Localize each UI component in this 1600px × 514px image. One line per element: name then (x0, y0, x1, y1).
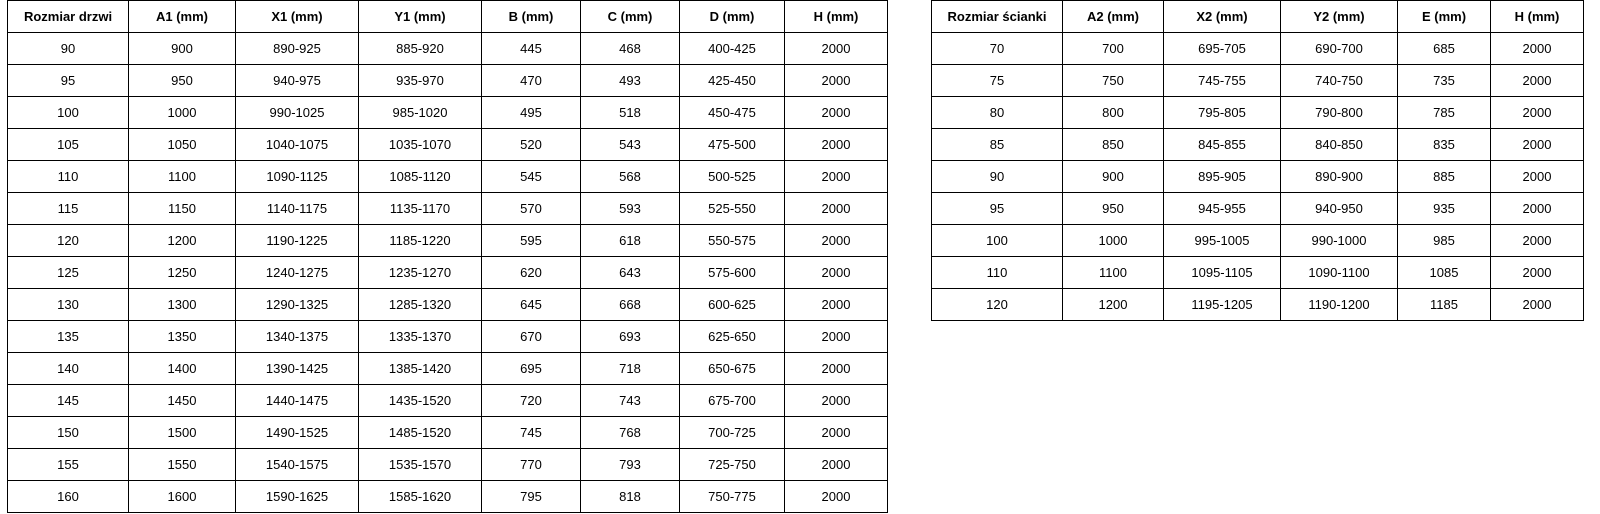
table-cell: 70 (932, 33, 1063, 65)
table-cell: 130 (8, 289, 129, 321)
table-cell: 2000 (785, 385, 888, 417)
table-cell: 1040-1075 (236, 129, 359, 161)
table-row (8, 161, 888, 193)
table-cell: 1340-1375 (236, 321, 359, 353)
table-cell: 1000 (129, 97, 236, 129)
table-cell: 2000 (1491, 33, 1584, 65)
table-cell: 105 (8, 129, 129, 161)
table-cell: 885 (1398, 161, 1491, 193)
table-cell: 785 (1398, 97, 1491, 129)
table-cell: 400-425 (680, 33, 785, 65)
table-cell: 890-900 (1281, 161, 1398, 193)
table-cell: 1140-1175 (236, 193, 359, 225)
table-cell: 793 (581, 449, 680, 481)
table-cell: 575-600 (680, 257, 785, 289)
table-cell: 940-975 (236, 65, 359, 97)
table-cell: 1500 (129, 417, 236, 449)
table-cell: 500-525 (680, 161, 785, 193)
table-row (8, 129, 888, 161)
table-header-row (932, 1, 1584, 33)
table-cell: 2000 (785, 481, 888, 513)
table-cell: 645 (482, 289, 581, 321)
walls-table-header (932, 1, 1584, 33)
table-cell: 618 (581, 225, 680, 257)
table-cell: 495 (482, 97, 581, 129)
table-row (8, 225, 888, 257)
table-cell: 740-750 (1281, 65, 1398, 97)
table-cell: 795-805 (1164, 97, 1281, 129)
column-header: C (mm) (581, 1, 680, 33)
table-cell: 2000 (1491, 257, 1584, 289)
table-cell: 1085 (1398, 257, 1491, 289)
table-cell: 770 (482, 449, 581, 481)
table-cell: 2000 (785, 289, 888, 321)
table-row (8, 481, 888, 513)
table-cell: 2000 (785, 161, 888, 193)
table-cell: 1185-1220 (359, 225, 482, 257)
table-cell: 525-550 (680, 193, 785, 225)
table-cell: 550-575 (680, 225, 785, 257)
table-cell: 2000 (1491, 129, 1584, 161)
table-cell: 935 (1398, 193, 1491, 225)
column-header: D (mm) (680, 1, 785, 33)
table-row (8, 289, 888, 321)
column-header: H (mm) (1491, 1, 1584, 33)
table-cell: 2000 (785, 65, 888, 97)
table-cell: 2000 (1491, 193, 1584, 225)
table-row (932, 97, 1584, 129)
column-header: X1 (mm) (236, 1, 359, 33)
table-cell: 675-700 (680, 385, 785, 417)
table-cell: 1095-1105 (1164, 257, 1281, 289)
table-row (932, 257, 1584, 289)
walls-dimensions-table (931, 0, 1584, 321)
table-cell: 1250 (129, 257, 236, 289)
table-cell: 1285-1320 (359, 289, 482, 321)
table-row (932, 65, 1584, 97)
table-cell: 895-905 (1164, 161, 1281, 193)
table-cell: 1090-1125 (236, 161, 359, 193)
table-cell: 2000 (1491, 97, 1584, 129)
table-cell: 475-500 (680, 129, 785, 161)
table-cell: 743 (581, 385, 680, 417)
table-row (932, 289, 1584, 321)
table-cell: 90 (8, 33, 129, 65)
table-cell: 1335-1370 (359, 321, 482, 353)
table-cell: 2000 (785, 225, 888, 257)
table-cell: 1135-1170 (359, 193, 482, 225)
walls-table-body (932, 33, 1584, 321)
table-row (8, 417, 888, 449)
table-cell: 845-855 (1164, 129, 1281, 161)
table-cell: 2000 (785, 33, 888, 65)
table-cell: 1585-1620 (359, 481, 482, 513)
table-cell: 75 (932, 65, 1063, 97)
table-cell: 750-775 (680, 481, 785, 513)
table-cell: 745-755 (1164, 65, 1281, 97)
table-cell: 1100 (1063, 257, 1164, 289)
table-cell: 493 (581, 65, 680, 97)
table-cell: 1550 (129, 449, 236, 481)
table-cell: 125 (8, 257, 129, 289)
table-cell: 543 (581, 129, 680, 161)
table-cell: 1150 (129, 193, 236, 225)
table-cell: 720 (482, 385, 581, 417)
table-header-row (8, 1, 888, 33)
column-header: A1 (mm) (129, 1, 236, 33)
table-cell: 1440-1475 (236, 385, 359, 417)
table-row (8, 321, 888, 353)
table-row (8, 385, 888, 417)
table-cell: 700-725 (680, 417, 785, 449)
table-cell: 1490-1525 (236, 417, 359, 449)
table-cell: 643 (581, 257, 680, 289)
table-cell: 1090-1100 (1281, 257, 1398, 289)
table-cell: 1195-1205 (1164, 289, 1281, 321)
table-cell: 2000 (1491, 289, 1584, 321)
table-cell: 1540-1575 (236, 449, 359, 481)
table-cell: 1035-1070 (359, 129, 482, 161)
column-header: A2 (mm) (1063, 1, 1164, 33)
table-cell: 625-650 (680, 321, 785, 353)
table-cell: 2000 (785, 193, 888, 225)
table-cell: 595 (482, 225, 581, 257)
table-cell: 950 (1063, 193, 1164, 225)
table-cell: 520 (482, 129, 581, 161)
table-cell: 795 (482, 481, 581, 513)
table-cell: 985 (1398, 225, 1491, 257)
table-cell: 2000 (785, 97, 888, 129)
table-cell: 1200 (1063, 289, 1164, 321)
table-cell: 1190-1225 (236, 225, 359, 257)
table-cell: 90 (932, 161, 1063, 193)
table-cell: 1100 (129, 161, 236, 193)
table-cell: 1235-1270 (359, 257, 482, 289)
column-header: X2 (mm) (1164, 1, 1281, 33)
table-cell: 95 (932, 193, 1063, 225)
table-cell: 2000 (785, 257, 888, 289)
table-cell: 1535-1570 (359, 449, 482, 481)
table-cell: 470 (482, 65, 581, 97)
table-cell: 593 (581, 193, 680, 225)
table-cell: 885-920 (359, 33, 482, 65)
table-cell: 835 (1398, 129, 1491, 161)
column-header: Y1 (mm) (359, 1, 482, 33)
table-cell: 750 (1063, 65, 1164, 97)
table-cell: 2000 (785, 449, 888, 481)
table-cell: 818 (581, 481, 680, 513)
table-row (8, 65, 888, 97)
table-cell: 2000 (785, 321, 888, 353)
doors-dimensions-table (7, 0, 888, 513)
table-cell: 735 (1398, 65, 1491, 97)
table-cell: 718 (581, 353, 680, 385)
table-cell: 115 (8, 193, 129, 225)
table-cell: 1385-1420 (359, 353, 482, 385)
table-cell: 570 (482, 193, 581, 225)
table-cell: 545 (482, 161, 581, 193)
table-cell: 1350 (129, 321, 236, 353)
doors-table-header (8, 1, 888, 33)
table-cell: 2000 (785, 417, 888, 449)
table-cell: 425-450 (680, 65, 785, 97)
table-cell: 2000 (1491, 161, 1584, 193)
table-cell: 600-625 (680, 289, 785, 321)
table-cell: 990-1025 (236, 97, 359, 129)
table-cell: 620 (482, 257, 581, 289)
table-row (932, 33, 1584, 65)
table-cell: 2000 (1491, 225, 1584, 257)
table-cell: 790-800 (1281, 97, 1398, 129)
table-cell: 468 (581, 33, 680, 65)
table-cell: 1300 (129, 289, 236, 321)
table-cell: 110 (8, 161, 129, 193)
table-cell: 650-675 (680, 353, 785, 385)
table-cell: 1450 (129, 385, 236, 417)
table-cell: 850 (1063, 129, 1164, 161)
table-cell: 1485-1520 (359, 417, 482, 449)
table-cell: 945-955 (1164, 193, 1281, 225)
table-cell: 1290-1325 (236, 289, 359, 321)
table-row (932, 193, 1584, 225)
table-cell: 690-700 (1281, 33, 1398, 65)
table-cell: 140 (8, 353, 129, 385)
table-cell: 95 (8, 65, 129, 97)
table-cell: 450-475 (680, 97, 785, 129)
table-cell: 1600 (129, 481, 236, 513)
table-cell: 2000 (1491, 65, 1584, 97)
table-cell: 1390-1425 (236, 353, 359, 385)
table-cell: 840-850 (1281, 129, 1398, 161)
table-cell: 695 (482, 353, 581, 385)
table-cell: 100 (8, 97, 129, 129)
column-header: Rozmiar ścianki (932, 1, 1063, 33)
table-cell: 120 (932, 289, 1063, 321)
table-row (8, 353, 888, 385)
column-header: E (mm) (1398, 1, 1491, 33)
table-cell: 1400 (129, 353, 236, 385)
table-row (932, 225, 1584, 257)
column-header: B (mm) (482, 1, 581, 33)
table-cell: 745 (482, 417, 581, 449)
table-cell: 995-1005 (1164, 225, 1281, 257)
table-cell: 693 (581, 321, 680, 353)
table-cell: 120 (8, 225, 129, 257)
table-row (8, 97, 888, 129)
doors-table-container (7, 0, 888, 513)
table-cell: 935-970 (359, 65, 482, 97)
table-cell: 670 (482, 321, 581, 353)
table-cell: 1000 (1063, 225, 1164, 257)
table-cell: 1590-1625 (236, 481, 359, 513)
table-cell: 990-1000 (1281, 225, 1398, 257)
table-cell: 1435-1520 (359, 385, 482, 417)
table-cell: 85 (932, 129, 1063, 161)
table-cell: 890-925 (236, 33, 359, 65)
table-cell: 100 (932, 225, 1063, 257)
table-cell: 1185 (1398, 289, 1491, 321)
table-cell: 725-750 (680, 449, 785, 481)
table-cell: 940-950 (1281, 193, 1398, 225)
table-row (932, 161, 1584, 193)
table-cell: 160 (8, 481, 129, 513)
table-row (8, 193, 888, 225)
table-cell: 150 (8, 417, 129, 449)
table-cell: 145 (8, 385, 129, 417)
table-cell: 155 (8, 449, 129, 481)
table-cell: 700 (1063, 33, 1164, 65)
table-cell: 2000 (785, 353, 888, 385)
table-cell: 900 (129, 33, 236, 65)
table-cell: 985-1020 (359, 97, 482, 129)
table-cell: 568 (581, 161, 680, 193)
table-row (8, 257, 888, 289)
table-row (932, 129, 1584, 161)
table-cell: 135 (8, 321, 129, 353)
table-cell: 518 (581, 97, 680, 129)
doors-table-body (8, 33, 888, 513)
table-cell: 695-705 (1164, 33, 1281, 65)
column-header: Y2 (mm) (1281, 1, 1398, 33)
table-cell: 445 (482, 33, 581, 65)
table-cell: 900 (1063, 161, 1164, 193)
table-row (8, 449, 888, 481)
table-row (8, 33, 888, 65)
table-cell: 2000 (785, 129, 888, 161)
table-cell: 1050 (129, 129, 236, 161)
column-header: H (mm) (785, 1, 888, 33)
table-cell: 1085-1120 (359, 161, 482, 193)
table-cell: 768 (581, 417, 680, 449)
table-cell: 1190-1200 (1281, 289, 1398, 321)
table-cell: 668 (581, 289, 680, 321)
walls-table-container (931, 0, 1584, 321)
column-header: Rozmiar drzwi (8, 1, 129, 33)
table-cell: 685 (1398, 33, 1491, 65)
table-cell: 1240-1275 (236, 257, 359, 289)
table-cell: 110 (932, 257, 1063, 289)
table-cell: 1200 (129, 225, 236, 257)
table-cell: 800 (1063, 97, 1164, 129)
table-cell: 80 (932, 97, 1063, 129)
table-cell: 950 (129, 65, 236, 97)
